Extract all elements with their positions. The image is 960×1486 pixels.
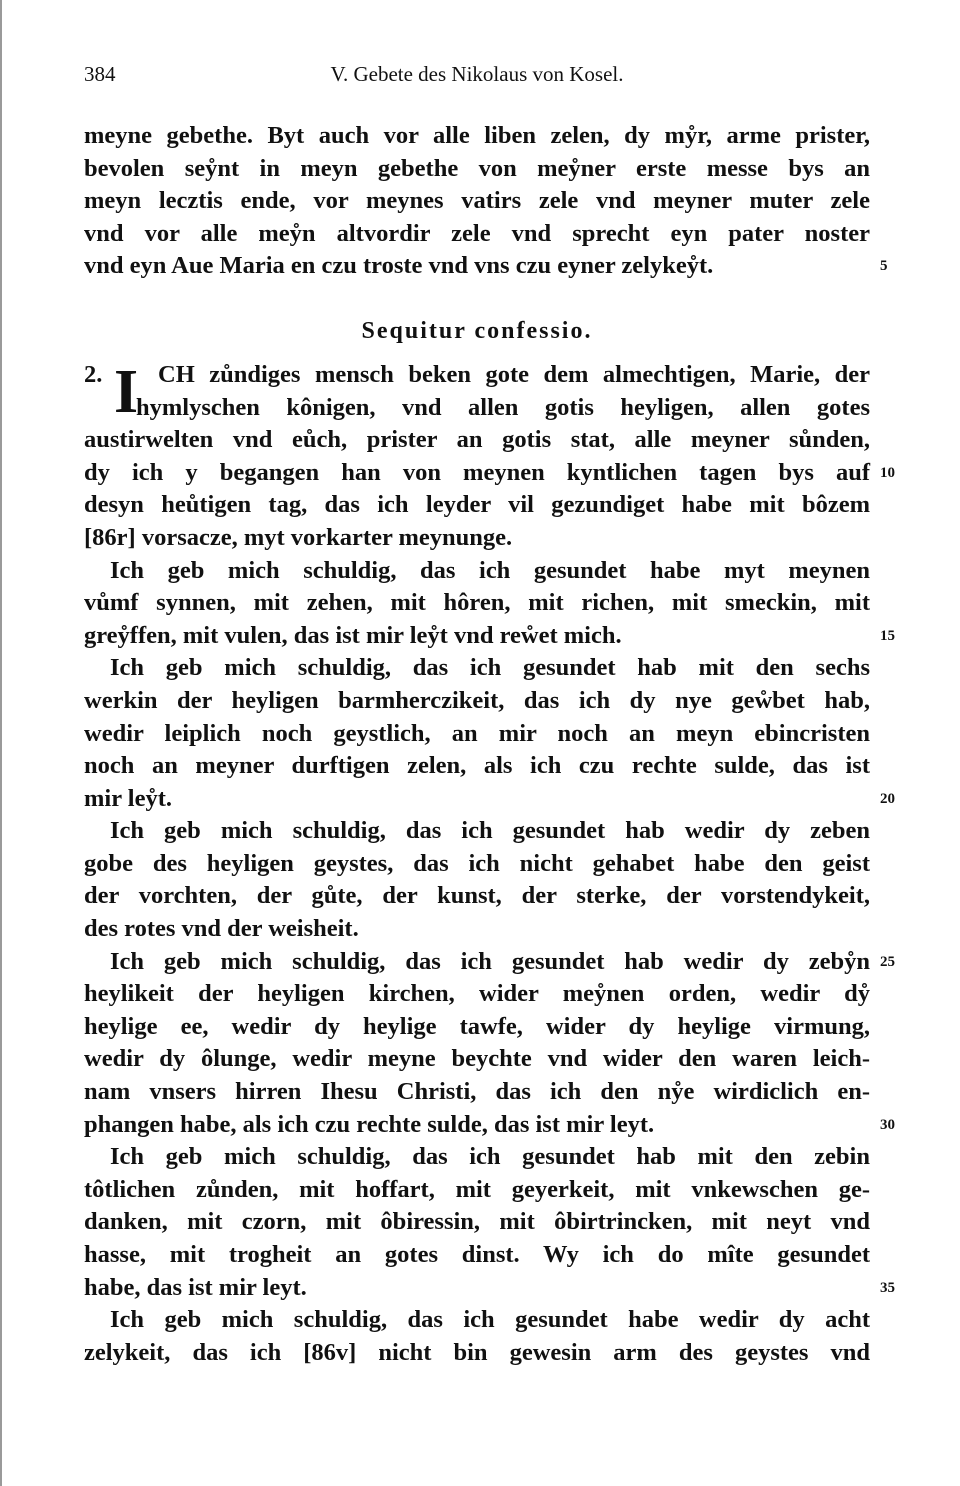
text-line: meyn lecztis ende, vor meynes vatirs zele vnd meyner muter zele (84, 187, 870, 215)
text-line: der vorchten, der gůte, der kunst, der sterke, der vorstendykeit, (84, 882, 870, 910)
line-number: 35 (880, 1279, 895, 1296)
confession-text (84, 424, 895, 1369)
text-line: Ich geb mich schuldig, das ich gesundet hab mit den sechs (110, 654, 870, 682)
section-heading: Sequitur confessio. (361, 317, 593, 344)
page-number: 384 (84, 62, 116, 86)
line-number: 30 (880, 1116, 895, 1133)
text-line: tôtlichen zůnden, mit hoffart, mit geyerkeit, mit vnkewschen ge- (84, 1175, 870, 1203)
text-line: Ich geb mich schuldig, das ich gesundet hab wedir dy zebẙn 25 (84, 946, 870, 979)
text-line: wedir dy ôlunge, wedir meyne beychte vnd wider den waren leich- (84, 1045, 870, 1073)
text-line: Ich geb mich schuldig, das ich gesundet habe myt meynen (110, 556, 870, 584)
section-first-line-text: CH zůndiges mensch beken gote dem almechtigen, Marie, der (158, 360, 870, 388)
text-line: vůmf synnen, mit zehen, mit hôren, mit richen, mit smeckin, mit (84, 589, 870, 617)
text-line: Ich geb mich schuldig, das ich gesundet habe wedir dy acht (110, 1306, 870, 1334)
page-header (84, 62, 870, 92)
text-line: zelykeit, das ich [86v] nicht bin gewesin arm des geystes vnd (84, 1338, 870, 1366)
text-line: heylikeit der heyligen kirchen, wider meẙnen orden, wedir dẙ (84, 980, 870, 1008)
paragraph-number: 2. (84, 360, 103, 388)
text-line: Ich geb mich schuldig, das ich gesundet hab mit den zebin (110, 1143, 870, 1171)
text-line: habe, das ist mir leyt. 35 (84, 1272, 870, 1305)
line-number: 5 (880, 258, 888, 275)
text-line: desyn heůtigen tag, das ich leyder vil gezundiget habe mit bôzem (84, 491, 870, 519)
text-line: phangen habe, als ich czu rechte sulde, das ist mir leyt. 30 (84, 1109, 870, 1142)
text-line: mir leẙt. 20 (84, 783, 870, 816)
text-line: meyne gebethe. Byt auch vor alle liben zelen, dy mẙr, arme prister, (84, 122, 870, 149)
running-title: V. Gebete des Nikolaus von Kosel. (330, 62, 624, 86)
opening-paragraph (84, 120, 888, 283)
page-edge-rule (0, 0, 2, 1486)
text-line: hasse, mit trogheit an gotes dinst. Wy ich do mîte gesundet (84, 1241, 870, 1268)
text-line: des rotes vnd der weisheit. (84, 915, 359, 943)
text-line: noch an meyner durftigen zelen, als ich czu rechte sulde, das ist (84, 752, 870, 780)
text-line: Ich geb mich schuldig, das ich gesundet hab wedir dy zeben (110, 817, 870, 845)
section-second-line: hymlyschen kônigen, vnd allen gotis heyligen, allen gotes (136, 393, 870, 421)
text-line: wedir leiplich noch geystlich, an mir noch an meyn ebincristen (84, 719, 870, 747)
line-number: 20 (880, 790, 895, 807)
text-line: heylige ee, wedir dy heylige tawfe, wider dy heylige virmung, (84, 1012, 870, 1040)
line-number: 15 (880, 627, 895, 644)
text-line: greẙffen, mit vulen, das ist mir leẙt vnd reẘet mich. 15 (84, 620, 870, 653)
text-line: bevolen seẙnt in meyn gebethe von meẙner erste messe bys an (84, 154, 870, 182)
text-line: [86r] vorsacze, myt vorkarter meynunge. (84, 523, 513, 551)
text-line: vnd vor alle meẙn altvordir zele vnd sprecht eyn pater noster (84, 219, 870, 247)
line-number: 10 (880, 464, 895, 481)
text-line: gobe des heyligen geystes, das ich nicht gehabet habe den geist (84, 849, 870, 877)
text-line: danken, mit czorn, mit ôbiressin, mit ôbirtrincken, mit neyt vnd (84, 1208, 870, 1236)
text-line: austirwelten vnd eůch, prister an gotis stat, alle meyner sůnden, (84, 426, 870, 454)
drop-initial: I (114, 357, 139, 426)
line-number: 25 (880, 953, 895, 970)
text-line: nam vnsers hirren Ihesu Christi, das ich den nẙe wirdiclich en- (84, 1078, 870, 1106)
book-page (84, 62, 895, 1369)
text-line: vnd eyn Aue Maria en czu troste vnd vns czu eyner zelykeẙt. 5 (84, 250, 870, 283)
text-line: werkin der heyligen barmherczikeit, das ich dy nye geẘbet hab, (84, 686, 870, 714)
text-line: dy ich y begangen han von meynen kyntlichen tagen bys auf 10 (84, 457, 870, 490)
